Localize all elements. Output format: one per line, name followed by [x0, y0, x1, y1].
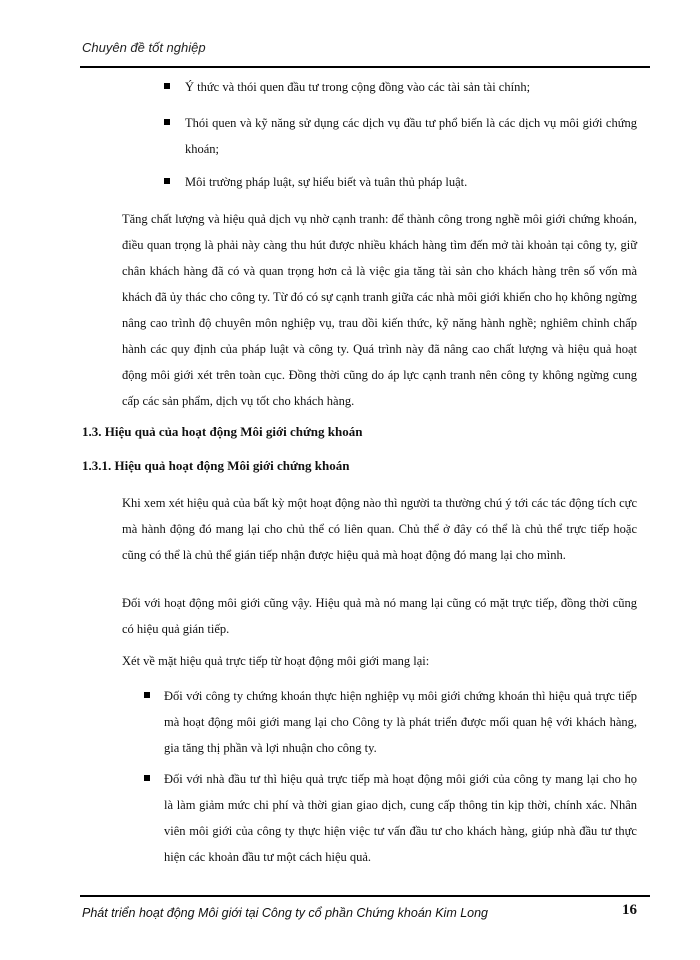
bullet-square-icon — [164, 178, 170, 184]
paragraph-direct: Xét về mặt hiệu quả trực tiếp từ hoạt động môi giới mang lại: — [122, 654, 430, 668]
bullet-square-icon — [144, 692, 150, 698]
bullet-text: Đối với nhà đầu tư thì hiệu quả trực tiếp mà hoạt động môi giới của công ty mang lại cho họ là làm giảm mức chi phí và thời gian giao dịch, cung cấp thông tin kịp thời, chính xác. Nhân viên môi giới của công ty thực hiện việc tư vấn đầu tư cho khách hàng, giúp nhà đầu tư thực hiện các khoản đầu tư một cách hiệu quả. — [164, 772, 637, 864]
page-number: 16 — [622, 902, 637, 918]
list-item — [185, 74, 637, 100]
header-divider — [80, 66, 650, 68]
list-item — [185, 110, 637, 162]
list-item — [164, 683, 637, 761]
paragraph-intro: Khi xem xét hiệu quả của bất kỳ một hoạt động nào thì người ta thường chú ý tới các tác động tích cực mà hành động đó mang lại cho chủ thể có liên quan. Chủ thể ở đây có thể là chủ thể trực tiếp hoặc cũng có thể là chủ thể gián tiếp nhận được hiệu quả mà hoạt động đó mang lại cho mình. — [122, 496, 637, 562]
list-item — [185, 169, 637, 195]
footer-text: Phát triển hoạt động Môi giới tại Công ty cổ phần Chứng khoán Kim Long — [82, 906, 489, 920]
bullet-square-icon — [144, 775, 150, 781]
paragraph-brokerage: Đối với hoạt động môi giới cũng vậy. Hiệu quả mà nó mang lại cũng có mặt trực tiếp, đồng thời cũng có hiệu quả gián tiếp. — [122, 596, 637, 636]
section-heading: 1.3. Hiệu quả của hoạt động Môi giới chứng khoán — [82, 424, 363, 439]
paragraph-competition: Tăng chất lượng và hiệu quả dịch vụ nhờ cạnh tranh: để thành công trong nghề môi giới chứng khoán, điều quan trọng là phải này càng thu hút được nhiều khách hàng tìm đến mở tài khoản tại công ty, giữ chân khách hàng đã có và quan trọng hơn cả là việc gia tăng tài sản cho khách hàng trên số vốn mà khách đã ủy thác cho công ty. Từ đó có sự cạnh tranh giữa các nhà môi giới khiến cho họ không ngừng nâng cao trình độ chuyên môn nghiệp vụ, trau dồi kiến thức, kỹ năng hành nghề; nghiêm chỉnh chấp hành các quy định của pháp luật và công ty. Quá trình này đã nâng cao chất lượng và hiệu quả hoạt động môi giới xét trên toàn cục. Đồng thời cũng do áp lực cạnh tranh nên công ty không ngừng cung cấp các sản phẩm, dịch vụ tốt cho khách hàng. — [122, 212, 637, 408]
bullet-text: Môi trường pháp luật, sự hiểu biết và tuân thủ pháp luật. — [185, 175, 468, 189]
footer-divider — [80, 895, 650, 897]
header-title: Chuyên đề tốt nghiệp — [82, 40, 206, 55]
subsection-heading: 1.3.1. Hiệu quả hoạt động Môi giới chứng khoán — [82, 458, 350, 473]
bullet-text: Ý thức và thói quen đầu tư trong cộng đồng vào các tài sản tài chính; — [185, 80, 531, 94]
bullet-text: Thói quen và kỹ năng sử dụng các dịch vụ đầu tư phổ biến là các dịch vụ môi giới chứng khoán; — [185, 116, 637, 156]
bullet-square-icon — [164, 119, 170, 125]
bullet-square-icon — [164, 83, 170, 89]
bullet-text: Đối với công ty chứng khoán thực hiện nghiệp vụ môi giới chứng khoán thì hiệu quả trực tiếp mà hoạt động môi giới mang lại cho Công ty là phát triển được mối quan hệ với khách hàng, gia tăng thị phần và lợi nhuận cho công ty. — [164, 689, 637, 755]
list-item — [164, 766, 637, 870]
